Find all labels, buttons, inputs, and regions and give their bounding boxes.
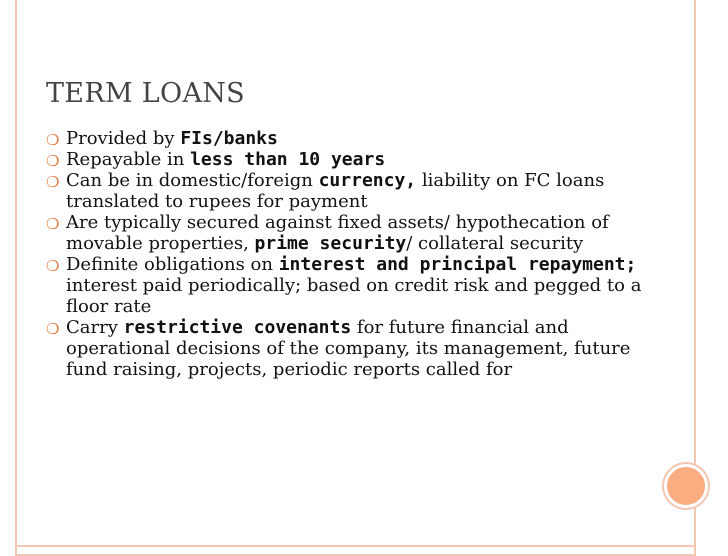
bullet-emphasis: restrictive covenants bbox=[123, 317, 352, 338]
bullet-emphasis: currency, bbox=[318, 170, 417, 191]
bullet-text: Definite obligations on bbox=[66, 254, 279, 275]
bullet-list bbox=[46, 128, 646, 380]
bullet-item bbox=[46, 317, 646, 380]
bullet-text: for future financial and operational decisions of the company, its management, future fund raising, projects, periodic reports called for bbox=[66, 317, 631, 380]
bullet-item bbox=[46, 149, 646, 170]
bottom-rule bbox=[15, 545, 696, 547]
bullet-marker-icon: ❍ bbox=[46, 173, 60, 191]
bullet-text: Repayable in bbox=[66, 149, 191, 170]
bullet-marker-icon: ❍ bbox=[46, 320, 60, 338]
bullet-marker-icon: ❍ bbox=[46, 131, 60, 149]
bullet-item bbox=[46, 128, 646, 149]
bullet-marker-icon: ❍ bbox=[46, 152, 60, 170]
bullet-item bbox=[46, 170, 646, 212]
bullet-emphasis: less than 10 years bbox=[190, 149, 386, 170]
bullet-text: / collateral security bbox=[406, 233, 584, 254]
bullet-text: Are typically secured against fixed assets/ hypothecation of movable properties, bbox=[66, 212, 609, 254]
bullet-emphasis: interest and principal repayment; bbox=[278, 254, 637, 275]
bullet-emphasis: FIs/banks bbox=[180, 128, 278, 149]
decorative-circle bbox=[664, 464, 708, 508]
bullet-emphasis: prime security bbox=[254, 233, 407, 254]
bullet-marker-icon: ❍ bbox=[46, 257, 60, 275]
bullet-text: liability on FC loans translated to rupees for payment bbox=[66, 170, 605, 212]
bullet-text: Provided by bbox=[66, 128, 181, 149]
bullet-text: interest paid periodically; based on credit risk and pegged to a floor rate bbox=[66, 275, 642, 317]
bullet-item bbox=[46, 212, 646, 254]
bullet-text: Carry bbox=[66, 317, 124, 338]
bullet-item bbox=[46, 254, 646, 317]
bullet-marker-icon: ❍ bbox=[46, 215, 60, 233]
slide-title: TERM LOANS bbox=[46, 78, 245, 109]
bullet-text: Can be in domestic/foreign bbox=[66, 170, 319, 191]
